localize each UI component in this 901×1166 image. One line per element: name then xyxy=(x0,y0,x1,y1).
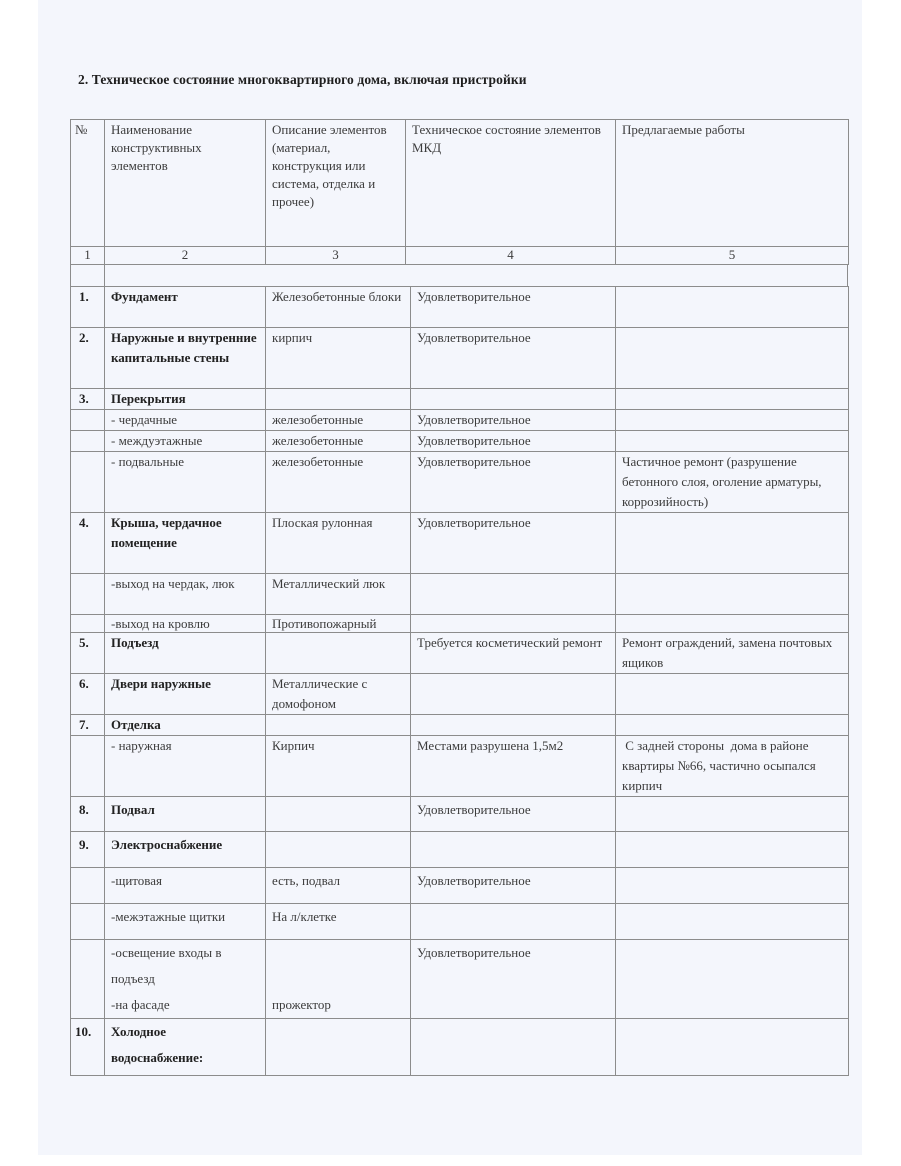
table-row xyxy=(71,574,849,615)
row-number xyxy=(71,410,105,431)
table-row xyxy=(71,736,849,797)
table-row xyxy=(71,904,849,940)
row-works xyxy=(616,832,849,868)
column-number-3: 3 xyxy=(266,247,406,265)
row-works xyxy=(616,904,849,940)
row-description xyxy=(266,715,411,736)
row-description: Кирпич xyxy=(266,736,411,797)
row-name: Перекрытия xyxy=(105,389,266,410)
row-number: 9. xyxy=(71,832,105,868)
row-description: железобетонные xyxy=(266,410,411,431)
row-name: - наружная xyxy=(105,736,266,797)
row-description: кирпич xyxy=(266,328,411,389)
row-name: Подъезд xyxy=(105,633,266,674)
row-number xyxy=(71,940,105,1019)
row-works xyxy=(616,674,849,715)
table-row xyxy=(71,797,849,832)
row-description xyxy=(266,832,411,868)
row-description xyxy=(266,940,411,1019)
row-number: 5. xyxy=(71,633,105,674)
row-name: Электроснабжение xyxy=(105,832,266,868)
row-name: -щитовая xyxy=(105,868,266,904)
row-works xyxy=(616,410,849,431)
table-row xyxy=(71,431,849,452)
section-title: 2. Техническое состояние многоквартирного дома, включая пристройки xyxy=(78,72,527,87)
row-description xyxy=(266,633,411,674)
row-number xyxy=(71,574,105,615)
table-row xyxy=(71,328,849,389)
row-description: Противопожарный xyxy=(266,615,411,633)
row-state xyxy=(411,615,616,633)
row-works: Ремонт ограждений, замена почтовых ящиков xyxy=(616,633,849,674)
header-name: Наименование конструктивных элементов xyxy=(105,120,266,247)
header-works: Предлагаемые работы xyxy=(616,120,849,247)
row-number: 2. xyxy=(71,328,105,389)
row-works: С задней стороны дома в районе квартиры №66, частично осыпался кирпич xyxy=(616,736,849,797)
row-description xyxy=(266,389,411,410)
row-description: Металлические с домофоном xyxy=(266,674,411,715)
table-row xyxy=(71,410,849,431)
row-description-line-1 xyxy=(272,940,404,992)
row-state: Удовлетворительное xyxy=(411,452,616,513)
row-description: На л/клетке xyxy=(266,904,411,940)
table-row xyxy=(71,868,849,904)
row-description: железобетонные xyxy=(266,431,411,452)
header-description: Описание элементов (материал, конструкция или система, отделка и прочее) xyxy=(266,120,406,247)
row-state: Удовлетворительное xyxy=(411,940,616,1019)
row-name: Крыша, чердачное помещение xyxy=(105,513,266,574)
row-state xyxy=(411,904,616,940)
row-description xyxy=(266,797,411,832)
row-works: Частичное ремонт (разрушение бетонного слоя, оголение арматуры, коррозийность) xyxy=(616,452,849,513)
row-state xyxy=(411,574,616,615)
row-description: Железобетонные блоки xyxy=(266,287,411,328)
row-number xyxy=(71,615,105,633)
row-number xyxy=(71,904,105,940)
table-row xyxy=(71,633,849,674)
table-row xyxy=(71,832,849,868)
row-state: Требуется косметический ремонт xyxy=(411,633,616,674)
row-name: Подвал xyxy=(105,797,266,832)
table-row xyxy=(71,287,849,328)
table-row xyxy=(71,615,849,633)
row-state: Удовлетворительное xyxy=(411,287,616,328)
row-name: - подвальные xyxy=(105,452,266,513)
row-number: 4. xyxy=(71,513,105,574)
row-number: 1. xyxy=(71,287,105,328)
column-number-1: 1 xyxy=(71,247,105,265)
row-name-line-1: -освещение входы в подъезд xyxy=(111,945,222,986)
row-state: Удовлетворительное xyxy=(411,431,616,452)
row-works xyxy=(616,868,849,904)
row-description: железобетонные xyxy=(266,452,411,513)
table-spacer-row xyxy=(70,265,848,286)
header-state: Техническое состояние элементов МКД xyxy=(406,120,616,247)
row-name xyxy=(105,940,266,1019)
row-number: 10. xyxy=(71,1019,105,1076)
row-number xyxy=(71,868,105,904)
row-works xyxy=(616,940,849,1019)
row-name: - междуэтажные xyxy=(105,431,266,452)
row-state xyxy=(411,1019,616,1076)
row-number: 7. xyxy=(71,715,105,736)
row-number: 6. xyxy=(71,674,105,715)
table-row xyxy=(71,715,849,736)
row-works xyxy=(616,615,849,633)
row-works xyxy=(616,389,849,410)
row-state: Удовлетворительное xyxy=(411,797,616,832)
row-number xyxy=(71,431,105,452)
row-state: Удовлетворительное xyxy=(411,868,616,904)
row-state: Удовлетворительное xyxy=(411,513,616,574)
row-name: - чердачные xyxy=(105,410,266,431)
table-row xyxy=(71,940,849,1019)
row-name: Наружные и внутренние капитальные стены xyxy=(105,328,266,389)
row-name: -межэтажные щитки xyxy=(105,904,266,940)
row-state xyxy=(411,674,616,715)
row-name: Отделка xyxy=(105,715,266,736)
row-name: Холодное водоснабжение: xyxy=(105,1019,266,1076)
row-works xyxy=(616,1019,849,1076)
column-number-2: 2 xyxy=(105,247,266,265)
row-state xyxy=(411,389,616,410)
row-number: 8. xyxy=(71,797,105,832)
table-row xyxy=(71,452,849,513)
row-works xyxy=(616,797,849,832)
row-works xyxy=(616,513,849,574)
divider xyxy=(104,265,105,286)
row-number xyxy=(71,452,105,513)
row-description: есть, подвал xyxy=(266,868,411,904)
row-name: -выход на чердак, люк xyxy=(105,574,266,615)
row-works xyxy=(616,328,849,389)
table-header xyxy=(70,119,849,265)
table-row xyxy=(71,1019,849,1076)
column-number-5: 5 xyxy=(616,247,849,265)
row-name: Двери наружные xyxy=(105,674,266,715)
header-number: № xyxy=(71,120,105,247)
row-description: Металлический люк xyxy=(266,574,411,615)
table-row xyxy=(71,389,849,410)
row-state xyxy=(411,715,616,736)
row-works xyxy=(616,287,849,328)
table-row xyxy=(71,674,849,715)
row-state: Удовлетворительное xyxy=(411,410,616,431)
row-state: Удовлетворительное xyxy=(411,328,616,389)
column-number-4: 4 xyxy=(406,247,616,265)
row-state xyxy=(411,832,616,868)
row-works xyxy=(616,574,849,615)
row-description-line-2: прожектор xyxy=(272,997,331,1012)
row-works xyxy=(616,715,849,736)
row-name-line-2: -на фасаде xyxy=(111,997,170,1012)
table-row xyxy=(71,513,849,574)
row-name: Фундамент xyxy=(105,287,266,328)
row-name: -выход на кровлю xyxy=(105,615,266,633)
row-number: 3. xyxy=(71,389,105,410)
row-description: Плоская рулонная xyxy=(266,513,411,574)
row-description xyxy=(266,1019,411,1076)
table-body xyxy=(70,286,849,1076)
row-number xyxy=(71,736,105,797)
row-state: Местами разрушена 1,5м2 xyxy=(411,736,616,797)
row-works xyxy=(616,431,849,452)
